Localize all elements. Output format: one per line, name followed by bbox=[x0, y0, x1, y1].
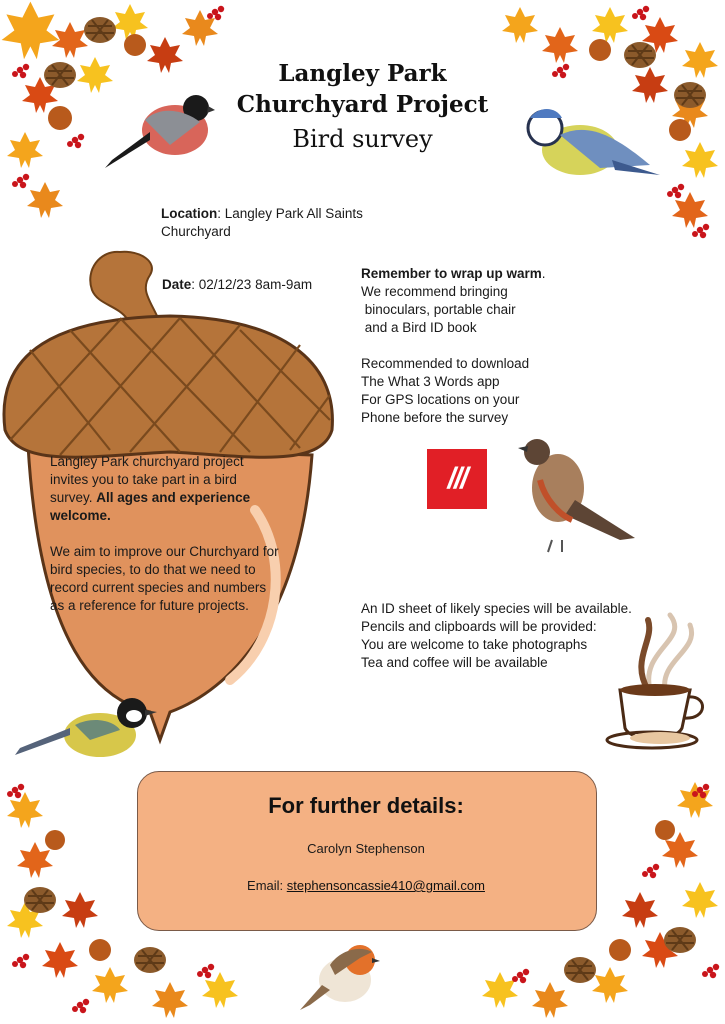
great-tit-illustration bbox=[15, 698, 157, 757]
app-line-4: Phone before the survey bbox=[361, 410, 509, 425]
email-label: Email: bbox=[247, 878, 287, 893]
location-value-line-2: Churchyard bbox=[161, 224, 231, 239]
page-subtitle: Bird survey bbox=[292, 125, 433, 153]
advice-block bbox=[361, 265, 601, 427]
advice-line-1: We recommend bringing bbox=[361, 284, 508, 299]
invite-intro: Langley Park churchyard project invites you to take part in a bird survey. bbox=[50, 454, 244, 505]
contact-heading: For further details: bbox=[268, 793, 464, 818]
date-value: : 02/12/23 8am-9am bbox=[191, 277, 313, 292]
provision-item: Tea and coffee will be available bbox=[361, 655, 548, 670]
provisions-block bbox=[361, 600, 661, 672]
redwing-illustration bbox=[518, 439, 635, 552]
robin-illustration bbox=[300, 945, 380, 1010]
email-link[interactable]: stephensoncassie410@gmail.com bbox=[286, 878, 485, 893]
what3words-logo: /// bbox=[427, 449, 487, 509]
advice-heading: Remember to wrap up warm bbox=[361, 266, 542, 281]
provision-item: An ID sheet of likely species will be available. bbox=[361, 601, 632, 616]
advice-line-2: binoculars, portable chair bbox=[361, 302, 516, 317]
invite-aim: We aim to improve our Churchyard for bird species, to do that we need to record current species and numbers as a reference for future projects. bbox=[50, 544, 279, 613]
app-line-1: Recommended to download bbox=[361, 356, 530, 371]
app-line-2: The What 3 Words app bbox=[361, 374, 500, 389]
location-value: : Langley Park All Saints bbox=[217, 206, 363, 221]
advice-line-3: and a Bird ID book bbox=[361, 320, 477, 335]
invite-block bbox=[50, 453, 282, 615]
app-line-3: For GPS locations on your bbox=[361, 392, 520, 407]
advice-heading-suffix: . bbox=[541, 266, 546, 281]
date-label: Date bbox=[162, 277, 192, 292]
date-block bbox=[162, 276, 362, 294]
contact-email-line bbox=[137, 878, 595, 893]
provision-item: Pencils and clipboards will be provided: bbox=[361, 619, 597, 634]
title-line-2: Churchyard Project bbox=[236, 91, 489, 118]
location-label: Location bbox=[161, 206, 218, 221]
location-block bbox=[161, 205, 391, 241]
page-title bbox=[0, 58, 725, 120]
provision-item: You are welcome to take photographs bbox=[361, 637, 588, 652]
invite-intro-bold: All ages and experience welcome. bbox=[50, 490, 251, 523]
invite-intro-paragraph bbox=[50, 453, 282, 525]
title-line-1: Langley Park bbox=[278, 60, 447, 87]
contact-name: Carolyn Stephenson bbox=[307, 841, 425, 856]
